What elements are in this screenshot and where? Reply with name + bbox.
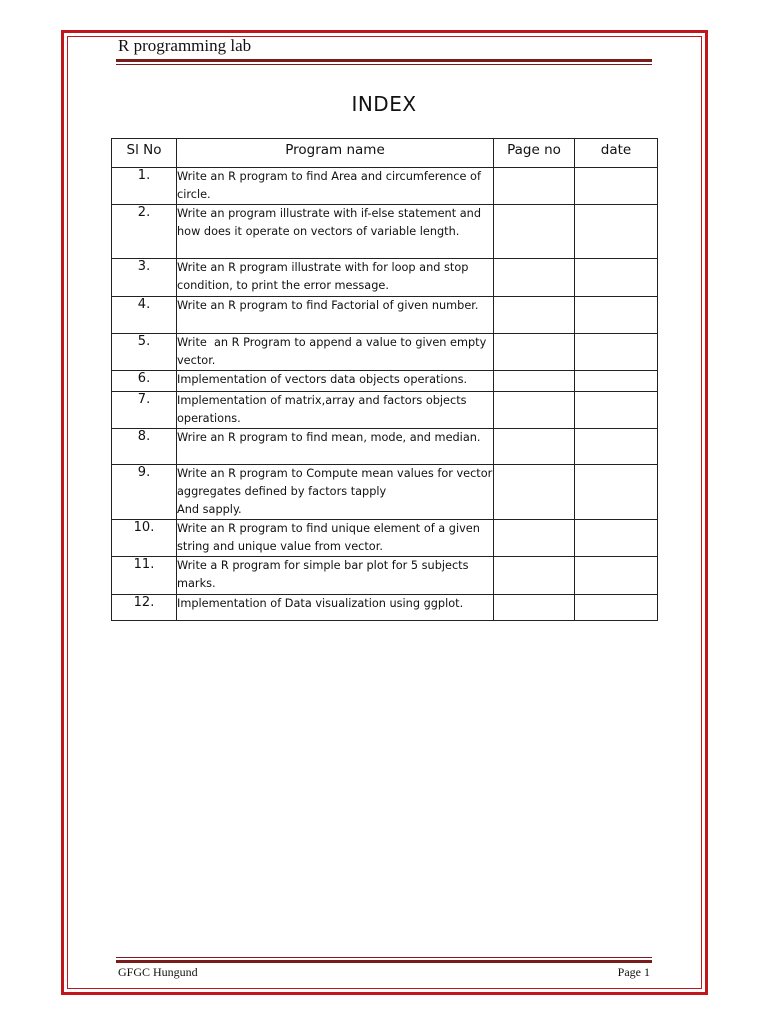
row-date [575, 429, 658, 465]
table-row [112, 392, 658, 429]
row-page-no [494, 595, 575, 621]
row-sl-no: 10. [112, 520, 177, 557]
row-page-no [494, 297, 575, 334]
row-sl-no: 5. [112, 334, 177, 371]
row-program-name: Write an program illustrate with if-else statement and how does it operate on vectors of variable length. [177, 205, 494, 259]
table-row [112, 520, 658, 557]
row-program-name: Implementation of matrix,array and factors objects operations. [177, 392, 494, 429]
row-page-no [494, 429, 575, 465]
row-program-name: Implementation of Data visualization using ggplot. [177, 595, 494, 621]
row-sl-no: 8. [112, 429, 177, 465]
row-page-no [494, 259, 575, 297]
header-rule-thin [116, 64, 652, 65]
row-page-no [494, 392, 575, 429]
row-date [575, 465, 658, 520]
row-date [575, 557, 658, 595]
table-row [112, 371, 658, 392]
column-header-program-name: Program name [177, 139, 494, 168]
table-header-row [112, 139, 658, 168]
row-date [575, 168, 658, 205]
index-heading: INDEX [351, 92, 417, 116]
row-date [575, 259, 658, 297]
table-row [112, 465, 658, 520]
row-sl-no: 7. [112, 392, 177, 429]
header-title: R programming lab [118, 36, 252, 55]
row-sl-no: 6. [112, 371, 177, 392]
row-program-name: Write an R program to find unique element of a given string and unique value from vector. [177, 520, 494, 557]
row-program-name: Implementation of vectors data objects operations. [177, 371, 494, 392]
row-program-name: Write an R program to find Area and circumference of circle. [177, 168, 494, 205]
table-row [112, 297, 658, 334]
row-sl-no: 4. [112, 297, 177, 334]
row-date [575, 334, 658, 371]
table-row [112, 168, 658, 205]
row-program-name: Write an R program to Compute mean values for vector aggregates defined by factors tapply And sapply. [177, 465, 494, 520]
row-program-name: Write an R program to find Factorial of given number. [177, 297, 494, 334]
row-program-name: Write an R Program to append a value to given empty vector. [177, 334, 494, 371]
row-page-no [494, 520, 575, 557]
table-row [112, 259, 658, 297]
row-page-no [494, 371, 575, 392]
row-date [575, 595, 658, 621]
footer-rule-thin [116, 957, 652, 958]
row-date [575, 520, 658, 557]
row-date [575, 297, 658, 334]
footer-rule-thick [116, 960, 652, 963]
table-row [112, 557, 658, 595]
row-sl-no: 11. [112, 557, 177, 595]
row-date [575, 392, 658, 429]
column-header-page-no: Page no [494, 139, 575, 168]
row-sl-no: 1. [112, 168, 177, 205]
row-page-no [494, 557, 575, 595]
column-header-date: date [575, 139, 658, 168]
row-sl-no: 3. [112, 259, 177, 297]
table-row [112, 429, 658, 465]
table-row [112, 595, 658, 621]
row-page-no [494, 205, 575, 259]
row-program-name: Write an R program illustrate with for loop and stop condition, to print the error message. [177, 259, 494, 297]
row-sl-no: 12. [112, 595, 177, 621]
table-row [112, 334, 658, 371]
row-page-no [494, 465, 575, 520]
row-sl-no: 2. [112, 205, 177, 259]
table-row [112, 205, 658, 259]
row-page-no [494, 168, 575, 205]
footer-institution: GFGC Hungund [118, 965, 198, 979]
row-sl-no: 9. [112, 465, 177, 520]
row-program-name: Write a R program for simple bar plot for 5 subjects marks. [177, 557, 494, 595]
header-rule-thick [116, 59, 652, 62]
footer-page-number: Page 1 [617, 965, 650, 979]
row-program-name: Wrire an R program to find mean, mode, and median. [177, 429, 494, 465]
row-date [575, 371, 658, 392]
column-header-sl-no: Sl No [112, 139, 177, 168]
row-date [575, 205, 658, 259]
row-page-no [494, 334, 575, 371]
index-table [111, 138, 658, 621]
